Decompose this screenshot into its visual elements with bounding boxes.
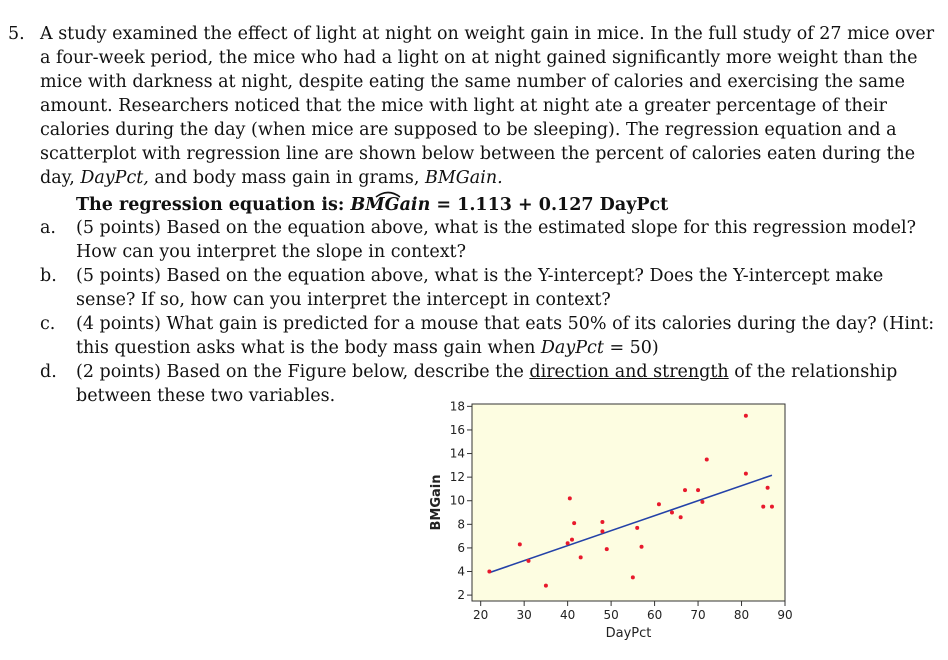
x-tick-label: 40 (559, 608, 576, 622)
y-tick-label: 18 (449, 399, 465, 414)
data-point (670, 511, 674, 515)
data-point (683, 488, 687, 492)
equation-rhs: = 1.113 + 0.127 DayPct (430, 195, 669, 215)
y-tick-label: 14 (449, 446, 465, 461)
data-point (487, 570, 491, 574)
part-c-letter: c. (40, 314, 56, 334)
data-point (600, 520, 604, 524)
y-tick-label: 4 (457, 564, 465, 579)
x-tick-label: 80 (733, 608, 750, 622)
hat-icon (358, 189, 418, 199)
data-point (527, 559, 531, 563)
data-point (600, 529, 604, 533)
y-tick-label: 16 (449, 422, 465, 437)
equation-response: BMGain (350, 193, 430, 217)
data-point (744, 414, 748, 418)
x-axis-label: DayPct (605, 626, 652, 641)
y-tick-label: 12 (449, 470, 465, 485)
regression-line (489, 475, 772, 572)
equation-prefix: The regression equation is: (76, 195, 351, 215)
y-axis-label: BMGain (429, 474, 444, 531)
data-point (705, 457, 709, 461)
plot-area (472, 404, 785, 601)
data-point (696, 488, 700, 492)
data-point (568, 496, 572, 500)
data-point (761, 505, 765, 509)
part-b-letter: b. (40, 266, 57, 286)
data-point (766, 486, 770, 490)
y-tick-label: 6 (457, 540, 465, 555)
part-b-text: (5 points) Based on the equation above, what is the Y-intercept? Does the Y-intercept make sense? If so, how can you interpret the intercept in context? (76, 266, 884, 310)
x-tick-label: 70 (690, 608, 706, 622)
part-c-text: (4 points) What gain is predicted for a mouse that eats 50% of its calories during the day? (Hint: this question asks what is the body mass gain when DayPct = 50) (76, 314, 935, 358)
data-point (579, 555, 583, 559)
data-point (605, 547, 609, 551)
x-tick-label: 20 (473, 608, 489, 622)
x-tick-label: 30 (516, 608, 532, 622)
intro-var-bmgain: BMGain. (425, 168, 503, 188)
x-tick-label: 90 (777, 608, 793, 622)
data-point (572, 521, 576, 525)
y-tick-label: 8 (457, 517, 465, 532)
data-point (566, 541, 570, 545)
intro-var-daypct: DayPct, (80, 168, 149, 188)
data-point (635, 526, 639, 530)
data-point (544, 584, 548, 588)
data-point (640, 545, 644, 549)
data-point (700, 500, 704, 504)
data-point (518, 542, 522, 546)
data-point (570, 538, 574, 542)
question-intro (40, 22, 935, 190)
part-d-text: (2 points) Based on the Figure below, describe the direction and strength of the relationship between these two variables. (76, 362, 898, 406)
regression-equation (76, 193, 668, 217)
part-d-letter: d. (40, 362, 57, 382)
part-c-var: DayPct (540, 338, 604, 358)
x-tick-label: 60 (646, 608, 663, 622)
question-number: 5. (8, 24, 25, 44)
y-tick-label: 10 (449, 493, 465, 508)
intro-text: A study examined the effect of light at night on weight gain in mice. In the full study of 27 mice over a four-week period, the mice who had a light on at night gained significantly more weight than the mice with darkness at night, despite eating the same number of calories and exercising the same amount. Researchers noticed that the mice with light at night ate a greater percentage of their calories during the day (when mice are supposed to be sleeping). The regression equation and a scatterplot with regression line are shown below between the percent of calories eaten during the day, (40, 24, 935, 188)
data-point (770, 505, 774, 509)
data-point (657, 502, 661, 506)
intro-text-2: and body mass gain in grams, (148, 168, 426, 188)
data-point (679, 515, 683, 519)
data-point (744, 472, 748, 476)
part-d-underlined: direction and strength (529, 362, 729, 382)
x-tick-label: 50 (603, 608, 619, 622)
part-a-letter: a. (40, 218, 56, 238)
y-tick-label: 2 (457, 588, 465, 603)
data-point (631, 575, 635, 579)
part-a-text: (5 points) Based on the equation above, what is the estimated slope for this regression model? How can you interpret the slope in context? (76, 218, 916, 262)
